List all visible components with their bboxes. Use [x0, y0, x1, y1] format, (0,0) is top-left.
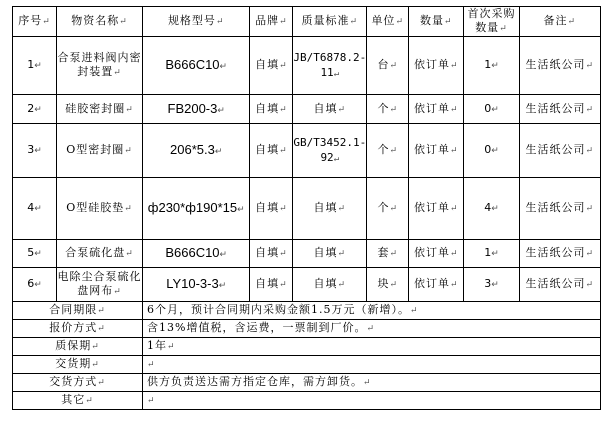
- clause-row: [13, 356, 601, 374]
- paragraph-mark-icon: ↵: [279, 249, 288, 259]
- paragraph-mark-icon: ↵: [217, 104, 225, 115]
- row-standard: 自填↵: [293, 178, 367, 240]
- clause-value: 1年↵: [143, 338, 601, 356]
- paragraph-mark-icon: ↵: [125, 104, 134, 115]
- clause-value: 含13%增值税，含运费，一票制到厂价。↵: [143, 320, 601, 338]
- paragraph-mark-icon: ↵: [219, 61, 228, 71]
- paragraph-mark-icon: ↵: [585, 204, 595, 214]
- row-name: 合泵进料阀内密封装置↵: [57, 37, 143, 95]
- paragraph-mark-icon: ↵: [214, 146, 223, 156]
- clause-label: 报价方式↵: [13, 320, 143, 338]
- paragraph-mark-icon: ↵: [219, 249, 228, 259]
- row-spec: ф230*ф190*15↵: [143, 178, 250, 240]
- row-no: 5↵: [13, 240, 57, 268]
- row-name: 合泵硫化盘↵: [57, 240, 143, 268]
- paragraph-mark-icon: ↵: [389, 280, 398, 290]
- paragraph-mark-icon: ↵: [337, 204, 347, 214]
- paragraph-mark-icon: ↵: [499, 24, 508, 34]
- row-no: 3↵: [13, 124, 57, 178]
- paragraph-mark-icon: ↵: [337, 280, 347, 290]
- row-remark: 生活纸公司↵: [519, 124, 600, 178]
- table-row: [13, 124, 601, 178]
- paragraph-mark-icon: ↵: [585, 280, 595, 290]
- paragraph-mark-icon: ↵: [113, 287, 122, 297]
- paragraph-mark-icon: ↵: [389, 249, 398, 259]
- paragraph-mark-icon: ↵: [279, 146, 288, 156]
- row-first: 3↵: [464, 268, 519, 302]
- paragraph-mark-icon: ↵: [34, 204, 42, 214]
- row-brand: 自填↵: [250, 95, 293, 124]
- paragraph-mark-icon: ↵: [363, 378, 372, 388]
- paragraph-mark-icon: ↵: [567, 17, 577, 27]
- paragraph-mark-icon: ↵: [333, 68, 340, 79]
- row-first: 1↵: [464, 240, 519, 268]
- row-qty: 依订单↵: [409, 95, 464, 124]
- paragraph-mark-icon: ↵: [279, 280, 288, 290]
- paragraph-mark-icon: ↵: [450, 249, 459, 259]
- row-no: 4↵: [13, 178, 57, 240]
- table-row: [13, 95, 601, 124]
- header-name: 物资名称↵: [57, 7, 143, 37]
- paragraph-mark-icon: ↵: [450, 104, 459, 115]
- paragraph-mark-icon: ↵: [349, 17, 359, 27]
- clause-label: 合同期限↵: [13, 302, 143, 320]
- row-qty: 依订单↵: [409, 124, 464, 178]
- paragraph-mark-icon: ↵: [279, 61, 288, 71]
- clause-row: [13, 302, 601, 320]
- table-row: [13, 268, 601, 302]
- paragraph-mark-icon: ↵: [97, 378, 106, 388]
- row-standard: JB/T6878.2-11↵: [293, 37, 367, 95]
- paragraph-mark-icon: ↵: [491, 249, 499, 259]
- row-brand: 自填↵: [250, 268, 293, 302]
- row-remark: 生活纸公司↵: [519, 240, 600, 268]
- paragraph-mark-icon: ↵: [124, 204, 133, 214]
- paragraph-mark-icon: ↵: [491, 61, 499, 71]
- header-no: 序号↵: [13, 7, 57, 37]
- clause-row: [13, 338, 601, 356]
- paragraph-mark-icon: ↵: [410, 306, 419, 316]
- row-standard: GB/T3452.1-92↵: [293, 124, 367, 178]
- header-row: [13, 7, 601, 37]
- paragraph-mark-icon: ↵: [34, 280, 42, 290]
- header-brand: 品牌↵: [250, 7, 293, 37]
- row-brand: 自填↵: [250, 178, 293, 240]
- paragraph-mark-icon: ↵: [389, 204, 398, 214]
- paragraph-mark-icon: ↵: [491, 146, 499, 156]
- row-no: 6↵: [13, 268, 57, 302]
- table-row: [13, 178, 601, 240]
- paragraph-mark-icon: ↵: [279, 204, 288, 214]
- paragraph-mark-icon: ↵: [279, 104, 288, 115]
- paragraph-mark-icon: ↵: [450, 146, 459, 156]
- row-first: 4↵: [464, 178, 519, 240]
- paragraph-mark-icon: ↵: [237, 204, 245, 214]
- paragraph-mark-icon: ↵: [147, 360, 156, 370]
- row-no: 1↵: [13, 37, 57, 95]
- clause-label: 质保期↵: [13, 338, 143, 356]
- paragraph-mark-icon: ↵: [395, 17, 404, 27]
- table-row: [13, 37, 601, 95]
- row-spec: 206*5.3↵: [143, 124, 250, 178]
- clause-row: [13, 392, 601, 410]
- paragraph-mark-icon: ↵: [450, 61, 459, 71]
- clause-label: 其它↵: [13, 392, 143, 410]
- paragraph-mark-icon: ↵: [91, 342, 100, 352]
- paragraph-mark-icon: ↵: [167, 342, 176, 352]
- paragraph-mark-icon: ↵: [333, 153, 340, 164]
- row-standard: 自填↵: [293, 240, 367, 268]
- paragraph-mark-icon: ↵: [218, 280, 227, 290]
- row-remark: 生活纸公司↵: [519, 268, 600, 302]
- row-no: 2↵: [13, 95, 57, 124]
- row-brand: 自填↵: [250, 37, 293, 95]
- header-qty: 数量↵: [409, 7, 464, 37]
- paragraph-mark-icon: ↵: [91, 360, 100, 370]
- header-unit: 单位↵: [367, 7, 409, 37]
- row-first: 0↵: [464, 95, 519, 124]
- paragraph-mark-icon: ↵: [34, 104, 42, 115]
- row-name: O型硅胶垫↵: [57, 178, 143, 240]
- row-unit: 个↵: [367, 178, 409, 240]
- paragraph-mark-icon: ↵: [450, 204, 459, 214]
- paragraph-mark-icon: ↵: [147, 396, 156, 406]
- header-remark: 备注↵: [519, 7, 600, 37]
- paragraph-mark-icon: ↵: [366, 324, 376, 334]
- clause-value: [143, 392, 601, 410]
- paragraph-mark-icon: ↵: [337, 249, 347, 259]
- paragraph-mark-icon: ↵: [585, 61, 595, 71]
- row-qty: 依订单↵: [409, 37, 464, 95]
- row-unit: 个↵: [367, 95, 409, 124]
- row-remark: 生活纸公司↵: [519, 37, 600, 95]
- paragraph-mark-icon: ↵: [113, 68, 122, 78]
- paragraph-mark-icon: ↵: [97, 306, 106, 316]
- procurement-table: [12, 6, 601, 410]
- header-first: 首次采购数量↵: [464, 7, 519, 37]
- row-qty: 依订单↵: [409, 268, 464, 302]
- clause-label: 交货方式↵: [13, 374, 143, 392]
- row-remark: 生活纸公司↵: [519, 178, 600, 240]
- paragraph-mark-icon: ↵: [125, 249, 134, 259]
- row-brand: 自填↵: [250, 124, 293, 178]
- paragraph-mark-icon: ↵: [491, 104, 499, 115]
- paragraph-mark-icon: ↵: [389, 146, 398, 156]
- clause-value: 供方负责送达需方指定仓库，需方卸货。↵: [143, 374, 601, 392]
- row-spec: B666C10↵: [143, 240, 250, 268]
- row-unit: 块↵: [367, 268, 409, 302]
- paragraph-mark-icon: ↵: [42, 17, 51, 27]
- row-unit: 台↵: [367, 37, 409, 95]
- clause-label: 交货期↵: [13, 356, 143, 374]
- row-qty: 依订单↵: [409, 178, 464, 240]
- clause-row: [13, 320, 601, 338]
- paragraph-mark-icon: ↵: [279, 17, 288, 27]
- row-name: 电除尘合泵硫化盘网布↵: [57, 268, 143, 302]
- paragraph-mark-icon: ↵: [585, 146, 595, 156]
- row-qty: 依订单↵: [409, 240, 464, 268]
- row-spec: B666C10↵: [143, 37, 250, 95]
- paragraph-mark-icon: ↵: [450, 280, 459, 290]
- row-spec: FB200-3↵: [143, 95, 250, 124]
- paragraph-mark-icon: ↵: [85, 396, 94, 406]
- paragraph-mark-icon: ↵: [585, 104, 595, 115]
- paragraph-mark-icon: ↵: [337, 104, 347, 115]
- row-first: 1↵: [464, 37, 519, 95]
- row-standard: 自填↵: [293, 268, 367, 302]
- clause-row: [13, 374, 601, 392]
- header-standard: 质量标准↵: [293, 7, 367, 37]
- paragraph-mark-icon: ↵: [444, 17, 453, 27]
- clause-value: [143, 356, 601, 374]
- paragraph-mark-icon: ↵: [34, 61, 42, 71]
- clause-value: 6个月，预计合同期内采购金额1.5万元（新增）。↵: [143, 302, 601, 320]
- row-unit: 套↵: [367, 240, 409, 268]
- row-first: 0↵: [464, 124, 519, 178]
- row-unit: 个↵: [367, 124, 409, 178]
- paragraph-mark-icon: ↵: [97, 324, 106, 334]
- paragraph-mark-icon: ↵: [124, 146, 133, 156]
- row-remark: 生活纸公司↵: [519, 95, 600, 124]
- paragraph-mark-icon: ↵: [491, 204, 499, 214]
- row-standard: 自填↵: [293, 95, 367, 124]
- paragraph-mark-icon: ↵: [119, 17, 128, 27]
- paragraph-mark-icon: ↵: [585, 249, 595, 259]
- row-brand: 自填↵: [250, 240, 293, 268]
- paragraph-mark-icon: ↵: [491, 280, 499, 290]
- row-name: 硅胶密封圈↵: [57, 95, 143, 124]
- paragraph-mark-icon: ↵: [389, 61, 398, 71]
- paragraph-mark-icon: ↵: [389, 104, 398, 115]
- row-name: O型密封圈↵: [57, 124, 143, 178]
- table-row: [13, 240, 601, 268]
- paragraph-mark-icon: ↵: [215, 17, 225, 27]
- row-spec: LY10-3-3↵: [143, 268, 250, 302]
- paragraph-mark-icon: ↵: [34, 146, 42, 156]
- header-spec: 规格型号↵: [143, 7, 250, 37]
- paragraph-mark-icon: ↵: [34, 249, 42, 259]
